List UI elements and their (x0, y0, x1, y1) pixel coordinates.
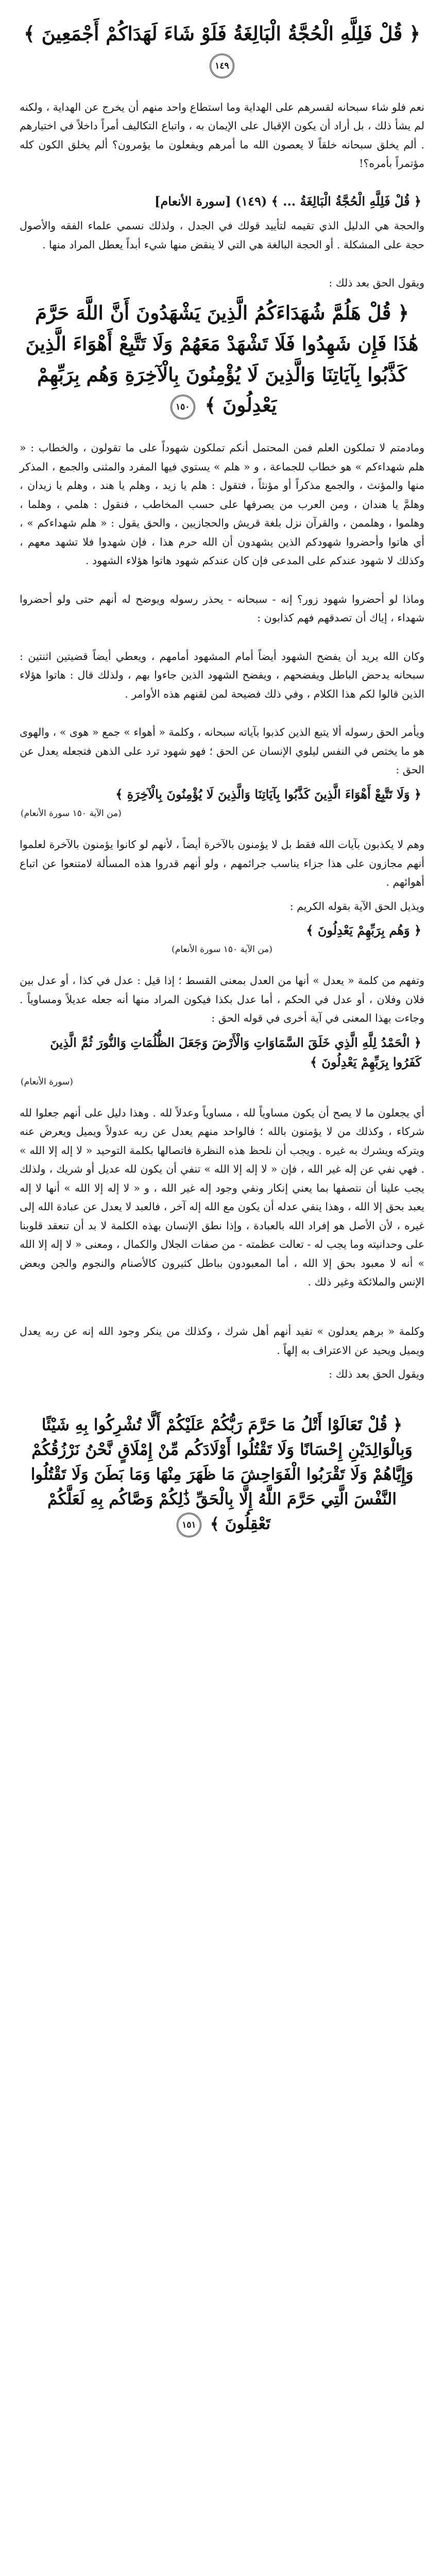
quran-verse-149 (23, 19, 421, 80)
inline-verse-reference: ﴿ قُلْ فَلِلَّهِ الْحُجَّةُ الْبَالِغَةُ ... ﴾ (١٤٩) [سورة الأنعام] (155, 193, 421, 209)
inline-verse: ﴿ وَهُم بِرَبِّهِمْ يَعْدِلُونَ ﴾ (306, 923, 421, 938)
verse-text: ﴿ قُلْ فَلِلَّهِ الْحُجَّةُ الْبَالِغَةُ فَلَوْ شَاءَ لَهَدَاكُمْ أَجْمَعِينَ ﴾ (24, 22, 420, 45)
inline-verse: ﴿ وَلَا تَتَّبِعْ أَهْوَاءَ الَّذِينَ كَذَّبُوا بِآيَاتِنَا وَالَّذِينَ لَا يُؤْمِنُونَ بِالْآخِرَةِ ﴾ (115, 786, 421, 802)
commentary-paragraph: وكلمة « برهم يعدلون » تفيد أنهم أهل شرك ، وكذلك من ينكر وجود الله إنه عن ربه يعدل ويميل ويحيد عن الاعتراف به إلهاً . (20, 1325, 424, 1357)
verse-citation: (من الآية ١٥٠ سورة الأنعام) (172, 944, 272, 955)
quran-verse-150 (23, 298, 421, 421)
quran-verse-151 (23, 1413, 421, 1537)
verse-number-ornament: ١٤٩ (210, 54, 234, 78)
inline-verse: ﴿ الْحَمْدُ لِلَّهِ الَّذِي خَلَقَ السَّمَاوَاتِ وَالْأَرْضَ وَجَعَلَ الظُّلُمَاتِ وَالنُّورَ ثُمَّ الَّذِينَ كَفَرُوا بِرَبِّهِمْ يَعْدِلُونَ ﴾ (50, 1035, 421, 1070)
verse-number-ornament: ١٥٠ (170, 395, 195, 419)
commentary-paragraph: نعم فلو شاء سبحانه لقسرهم على الهداية وما استطاع واحد منهم أن يخرج عن الهداية ، ولكنه لم يشأ ذلك ، بل أراد أن يكون الإقبال على الإيمان به ، واتباع التكاليف أمراً داخلاً في اختيارهم . ألم يخلق سبحانه خلقاً لا يعصون الله ما أمرهم ويفعلون ما يؤمرون؟ ألم يخلق الكون كله مؤتمراً بأمره؟! (20, 100, 424, 170)
verse-text: ﴿ قُلْ هَلُمَّ شُهَدَاءَكُمُ الَّذِينَ يَشْهَدُونَ أَنَّ اللَّهَ حَرَّمَ هَٰذَا فَإِن شَهِدُوا فَلَا تَشْهَدْ مَعَهُمْ وَلَا تَتَّبِعْ أَهْوَاءَ الَّذِينَ كَذَّبُوا بِآيَاتِنَا وَالَّذِينَ لَا يُؤْمِنُونَ بِالْآخِرَةِ وَهُم بِرَبِّهِمْ يَعْدِلُونَ ﴾ (25, 301, 419, 417)
commentary-paragraph: وكان الله يريد أن يفضح الشهود أيضاً أمام المشهود أمامهم ، ويعطي أيضاً قضيتين اثنتين : سبحانه يدحض الباطل ويفضحهم ، ويفضح الشهود الذين جاءوا بهم ، ولذلك قال : هاتوا هؤلاء الذين قالوا لكم هذا الكلام ، وفي ذلك فضيحة لمن لقنهم هذه الأوامر . (20, 650, 424, 700)
commentary-paragraph: وتفهم من كلمة « يعدل » أنها من العدل بمعنى القسط ؛ إذا قيل : عدل في كذا ، أو عدل بين فلان وفلان ، أو عدل في الحكم ، أما عدل بكذا فيكون المراد منها أنه جعله عديلاً ومساوياً . وجاءت بهذا المعنى في آية أخرى في قوله الحق : (20, 974, 424, 1025)
commentary-paragraph: ويأمر الحق رسوله ألا يتبع الذين كذبوا بآياته سبحانه ، وكلمة « أهواء » جمع « هوى » ، والهوى هو ما يختص في النفس ليلوي الإنسان عن الحق ؛ فهو شهود ترد على الذهن فتجعله يعدل عن الحق : (20, 726, 424, 776)
commentary-paragraph: والحجة هي الدليل الذي تقيمه لتأييد قولك في الجدل ، ولذلك نسمي علماء الفقه والأصول حجة على المشكلة . أو الحجة البالغة هي التي لا ينقض منها شيء أبداً يعطل المراد منها . (20, 219, 424, 251)
verse-number-ornament: ١٥١ (177, 1513, 201, 1537)
verse-intro: ويقول الحق بعد ذلك : (329, 277, 424, 290)
verse-citation: (سورة الأنعام) (21, 1076, 73, 1087)
commentary-paragraph: وهم لا يكذبون بآيات الله فقط بل لا يؤمنون بالآخرة أيضاً ، لأنهم لو كانوا يؤمنون بالآخرة لعلموا أنهم مجازون على هذا جزاء يناسب جرائمهم ، ولو أنهم قدروا هذه المسألة لامتنعوا عن اتباع أهوائهم . (20, 838, 424, 889)
commentary-paragraph: وماذا لو أحضروا شهود زور؟ إنه - سبحانه - يحذر رسوله ويوضح له أنهم حتى ولو أحضروا شهداء ، إياك أن تصدقهم فهم كذابون : (20, 592, 424, 624)
verse-text: ﴿ قُلْ تَعَالَوْا أَتْلُ مَا حَرَّمَ رَبُّكُمْ عَلَيْكُمْ أَلَّا تُشْرِكُوا بِهِ شَيْئًا وَبِالْوَالِدَيْنِ إِحْسَانًا وَلَا تَقْتُلُوا أَوْلَادَكُم مِّنْ إِمْلَاقٍ نَّحْنُ نَرْزُقُكُمْ وَإِيَّاهُمْ وَلَا تَقْرَبُوا الْفَوَاحِشَ مَا ظَهَرَ مِنْهَا وَمَا بَطَنَ وَلَا تَقْتُلُوا النَّفْسَ الَّتِي حَرَّمَ اللَّهُ إِلَّا بِالْحَقِّ ذَٰلِكُمْ وَصَّاكُم بِهِ لَعَلَّكُمْ تَعْقِلُونَ ﴾ (30, 1415, 414, 1534)
commentary-paragraph: أي يجعلون ما لا يصح أن يكون مساوياً لله ، مساوياً وعدلاً لله . وهذا دليل على أنهم جعلوا لله شركاء ، وكذلك من لا يؤمنون بالله ؛ فالواحد منهم يعدل عن ربه عدولاً ويميل ويعرض عنه ويتركه ويشرك به غيره . ويجب أن نلحظ هذه النظرة فاتصالها بكلمة التوحيد « لا إله إلا الله » . فهي نفي عن إله غير الله ، فإن « لا إله إلا الله » تنفي أن يكون لله عديل أو شريك ، ولذلك يجب علينا أن نتصفها بما يعني إنكار ونفي وجود إله غير الله ، و « لا إله إلا الله » أنها لا إله يعبد بحق إلا الله ، وهذا ينفي عدله أن يكون مع الله إله آخر ، فالعبد لا يعدل عن عبادة الله إلى غيره ، لأن الأصل هو إفراد الله بالعبادة ، وإذا نطق الإنسان بهذه الكلمة لا بد أن تنعقد قلوبنا على وحدانيته وما يجب له - تعالت عظمته - من صفات الجلال والكمال ، ومعنى « لا إله إلا الله » أنه لا معبود بحق إلا الله ، أما المعبودون بباطل كثيرون كالأصنام والنجوم والجن وبعض الإنس والملائكة وغير ذلك . (20, 1106, 424, 1288)
verse-citation: (من الآية ١٥٠ سورة الأنعام) (21, 808, 122, 819)
commentary-paragraph: ومادمتم لا تملكون العلم فمن المحتمل أنكم تملكون شهوداً على ما تقولون ، والخطاب : « هلم شهداءكم » هو خطاب للجماعة ، و « هلم » يستوي فيها المفرد والمثنى والجمع ، المذكر منها والمؤنث ، والجمع مذكراً أو مؤنثاً ، فتقول : هلم يا زيد ، وهلم يا هند ، وهلم يا زيدان ، وهلمَّ يا هندان ، ومن العرب من يصرفها على حسب المخاطب ، فنقول : هلمي ، وهلما ، وهلموا ، وهلممن ، والقرآن نزل بلغة قريش والحجازيين ، والحق يقول : « هلم شهداءكم » ، أي هاتوا وأحضروا شهودكم الذين يشهدون أن الله حرم هذا ، فإن شهدوا فلا تشهد معهم ، وكذلك لا شهود عندكم على المدعى فإن كان عندكم شهود هاتوا هؤلاء الشهود . (20, 442, 425, 567)
verse-intro: ويقول الحق بعد ذلك : (329, 1368, 424, 1381)
verse-intro: ويذيل الحق الآية بقوله الكريم : (289, 900, 424, 912)
